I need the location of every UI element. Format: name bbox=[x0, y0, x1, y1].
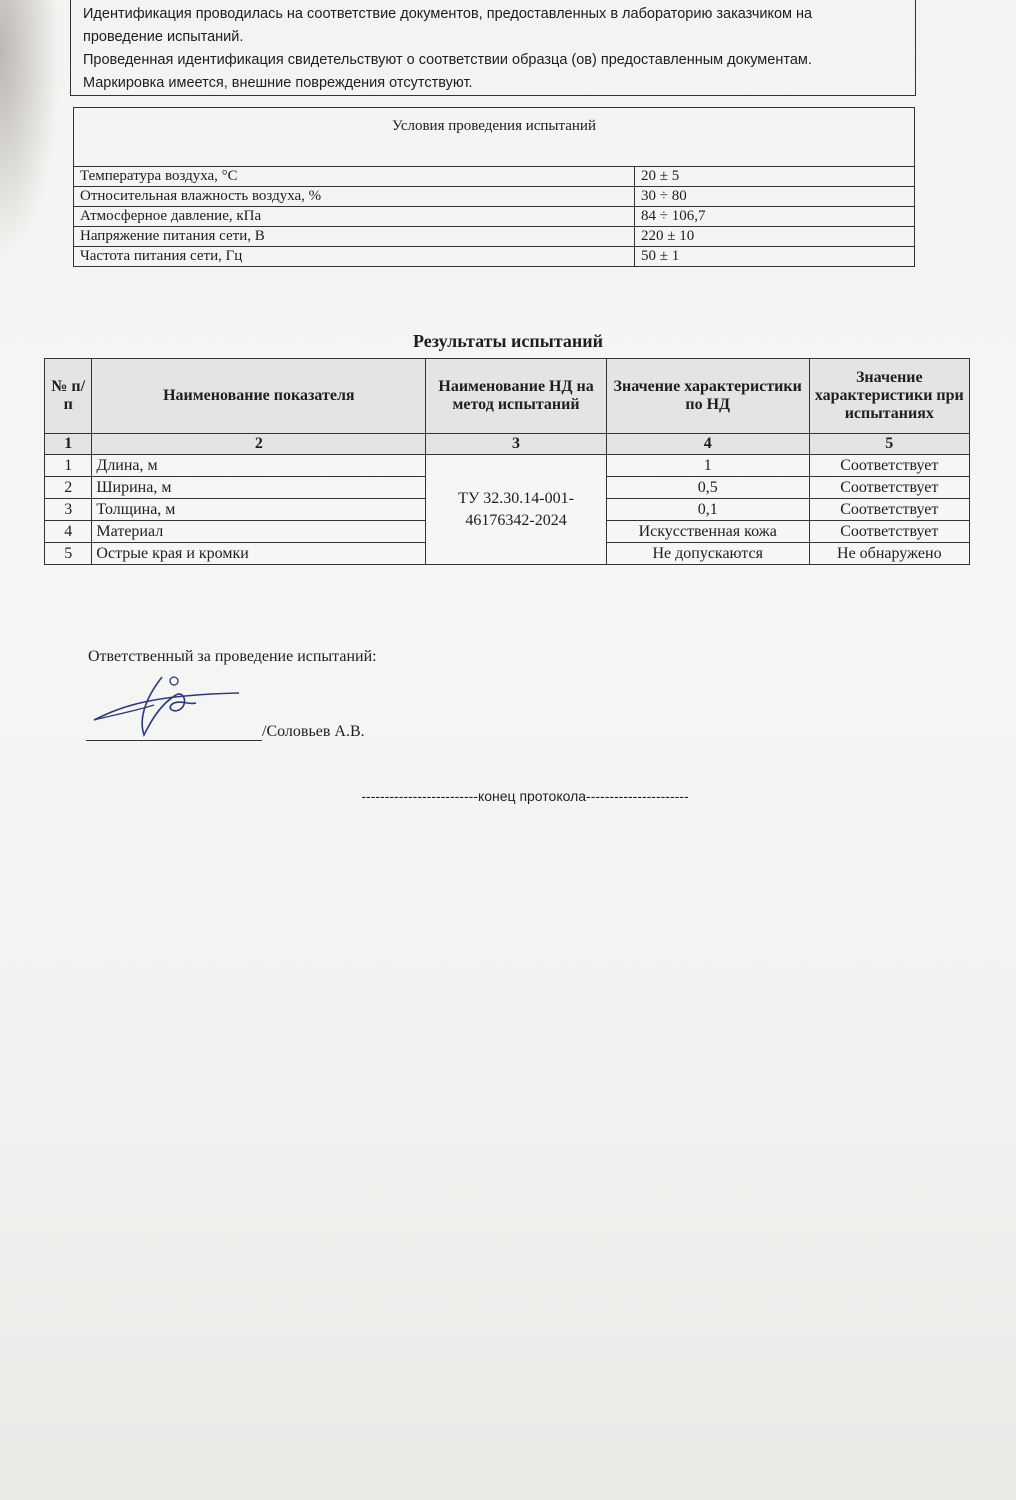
table-row bbox=[45, 455, 970, 477]
column-number: 4 bbox=[606, 434, 809, 455]
row-result: Соответствует bbox=[809, 521, 969, 543]
identification-line: Маркировка имеется, внешние повреждения отсутствуют. bbox=[83, 75, 473, 91]
row-method: ТУ 32.30.14-001-46176342-2024 bbox=[426, 455, 607, 565]
row-indicator: Материал bbox=[92, 521, 426, 543]
table-row bbox=[74, 247, 915, 267]
conditions-table bbox=[73, 107, 915, 267]
condition-value: 30 ÷ 80 bbox=[635, 187, 915, 207]
condition-value: 220 ± 10 bbox=[635, 227, 915, 247]
row-spec: 0,1 bbox=[606, 499, 809, 521]
condition-name: Напряжение питания сети, В bbox=[74, 227, 635, 247]
row-spec: Не допускаются bbox=[606, 543, 809, 565]
signer-name: /Соловьев А.В. bbox=[262, 723, 365, 740]
condition-value: 20 ± 5 bbox=[635, 167, 915, 187]
identification-line: Идентификация проводилась на соответствие документов, предоставленных в лабораторию заказчиком на bbox=[83, 6, 813, 22]
condition-name: Частота питания сети, Гц bbox=[74, 247, 635, 267]
row-result: Соответствует bbox=[809, 477, 969, 499]
protocol-end: -------------------------конец протокола---------------------- bbox=[361, 788, 689, 804]
column-number: 2 bbox=[92, 434, 426, 455]
row-spec: 0,5 bbox=[606, 477, 809, 499]
row-indicator: Толщина, м bbox=[92, 499, 426, 521]
results-title: Результаты испытаний bbox=[412, 331, 604, 351]
header-result: Значение характеристики при испытаниях bbox=[809, 359, 969, 434]
table-row bbox=[74, 207, 915, 227]
header-number: № п/п bbox=[45, 359, 92, 434]
row-number: 4 bbox=[45, 521, 92, 543]
column-number: 5 bbox=[809, 434, 969, 455]
row-indicator: Ширина, м bbox=[92, 477, 426, 499]
signature-blank bbox=[86, 720, 262, 741]
identification-line: Проведенная идентификация свидетельствуют о соответствии образца (ов) предоставленным документам. bbox=[83, 52, 812, 68]
header-indicator: Наименование показателя bbox=[92, 359, 426, 434]
row-result: Не обнаружено bbox=[809, 543, 969, 565]
row-number: 2 bbox=[45, 477, 92, 499]
row-indicator: Острые края и кромки bbox=[92, 543, 426, 565]
condition-name: Атмосферное давление, кПа bbox=[74, 207, 635, 227]
header-row bbox=[45, 359, 970, 434]
row-result: Соответствует bbox=[809, 499, 969, 521]
results-table bbox=[44, 358, 970, 565]
signature-line bbox=[86, 720, 365, 741]
row-spec: Искусственная кожа bbox=[606, 521, 809, 543]
header-spec: Значение характеристики по НД bbox=[606, 359, 809, 434]
row-number: 5 bbox=[45, 543, 92, 565]
condition-name: Относительная влажность воздуха, % bbox=[74, 187, 635, 207]
column-number-row bbox=[45, 434, 970, 455]
identification-box bbox=[70, 0, 916, 96]
responsible-label: Ответственный за проведение испытаний: bbox=[88, 648, 377, 665]
header-method: Наименование НД на метод испытаний bbox=[426, 359, 607, 434]
conditions-title: Условия проведения испытаний bbox=[74, 108, 915, 167]
row-indicator: Длина, м bbox=[92, 455, 426, 477]
condition-value: 84 ÷ 106,7 bbox=[635, 207, 915, 227]
column-number: 1 bbox=[45, 434, 92, 455]
identification-line: проведение испытаний. bbox=[83, 29, 244, 45]
table-row bbox=[74, 187, 915, 207]
page-edge-shadow bbox=[0, 0, 60, 260]
condition-value: 50 ± 1 bbox=[635, 247, 915, 267]
row-result: Соответствует bbox=[809, 455, 969, 477]
row-spec: 1 bbox=[606, 455, 809, 477]
row-number: 1 bbox=[45, 455, 92, 477]
condition-name: Температура воздуха, °С bbox=[74, 167, 635, 187]
table-row bbox=[74, 227, 915, 247]
column-number: 3 bbox=[426, 434, 607, 455]
row-number: 3 bbox=[45, 499, 92, 521]
table-row bbox=[74, 167, 915, 187]
